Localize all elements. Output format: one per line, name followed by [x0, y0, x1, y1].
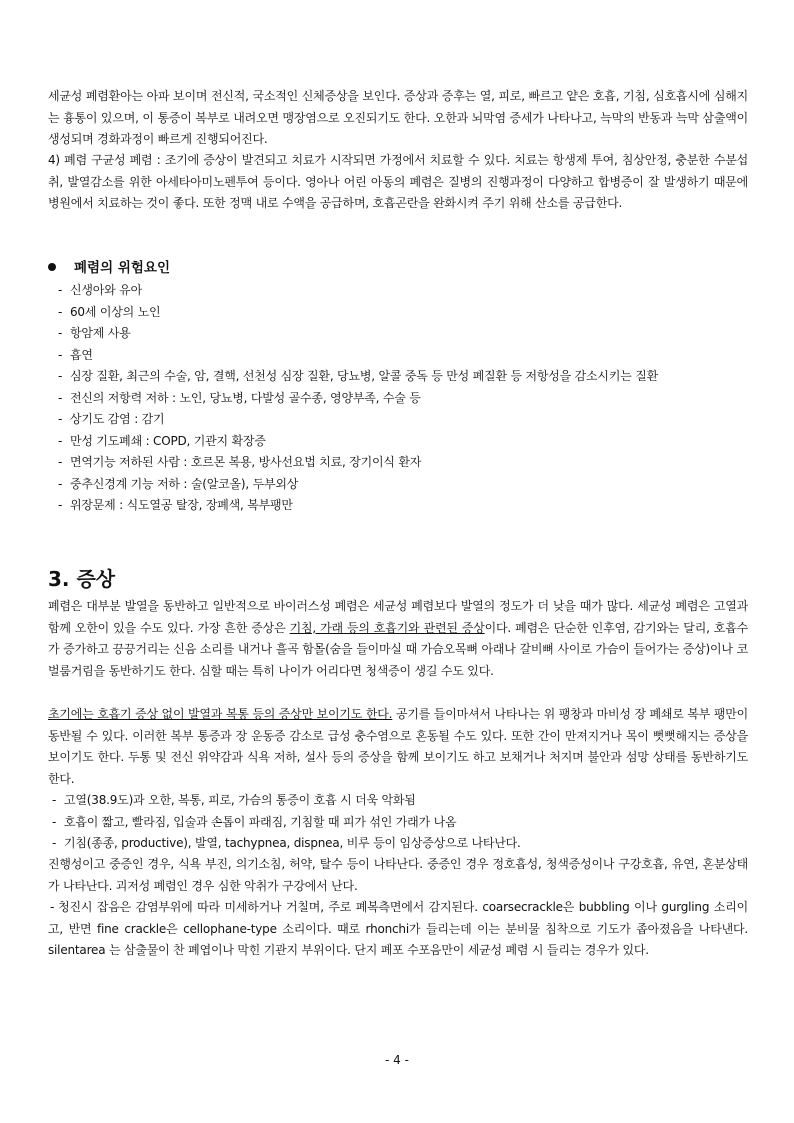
- dash-marker: -: [50, 900, 55, 914]
- risk-factors-heading: [48, 256, 170, 276]
- symptoms-p1-text-b: 이다. 폐렴은 단순한 인후염, 감기와는 달리, 호흡수가 증가하고 끙끙거리는 신음 소리를 내거나 흘곡 함몰(숨을 들이마실 때 가슴오목뼈 아래나 갈비뼈 사이로 가슴이 들어가는 증상)이나 코 벌룸거림을 동반하기도 한다. 심할 때는 특히 나이가 어리다면 청색증이 생길 수도 있다.: [48, 620, 748, 678]
- pneumococcal-pneumonia-paragraph: 4) 폐렴 구균성 폐렴 : 조기에 증상이 발견되고 치료가 시작되면 가정에서 치료할 수 있다. 치료는 항생제 투여, 침상안정, 충분한 수분섭취, 발열감소를 위한 아세타아미노펜투여 등이다. 영아나 어린 아동의 폐렴은 질병의 진행과정이 다양하고 합병증이 잘 발생하기 때문에 병원에서 치료하는 것이 좋다. 또한 정맥 내로 수액을 공급하며, 호흡곤란을 완화시켜 주기 위해 산소를 공급한다.: [48, 153, 748, 210]
- list-item: - 위장문제 : 식도열공 탈장, 장폐색, 복부팽만: [58, 495, 748, 517]
- page-number: - 4 -: [385, 1053, 409, 1067]
- symptoms-heading: 3. 증상: [48, 567, 116, 591]
- list-item: - 상기도 감염 : 감기: [58, 409, 748, 431]
- symptoms-p1-underlined: 기침, 가래 등의 호흡기와 관련된 증상: [289, 620, 485, 635]
- list-item: - 고열(38.9도)과 오한, 복통, 피로, 가슴의 통증이 호흡 시 더욱 악화됨: [50, 790, 748, 812]
- list-item: - 흡연: [58, 345, 748, 367]
- symptoms-p4-text: 청진시 잡음은 감염부위에 따라 미세하거나 거칠며, 주로 폐복측면에서 감지된다. coarsecrackle은 bubbling 이나 gurgling 소리이고, 반면 fine crackle은 cellophane-type 소리이다. 때로 rhonchi가 들리는데 이는 분비물 침착으로 기도가 좁아졌음을 나타낸다. silentarea 는 삼출물이 찬 폐엽이나 막힌 기관지 부위이다. 단지 폐포 수포음만이 세균성 폐렴 시 들리는 경우가 있다.: [48, 900, 748, 957]
- risk-factors-heading-text: 폐렴의 위험요인: [74, 260, 170, 276]
- list-item: - 전신의 저항력 저하 : 노인, 당뇨병, 다발성 골수종, 영양부족, 수술 등: [58, 388, 748, 410]
- symptoms-paragraph-1: [48, 596, 748, 682]
- risk-factors-list: [58, 280, 748, 517]
- list-item: - 신생아와 유아: [58, 280, 748, 302]
- symptoms-paragraph-4: [48, 897, 748, 962]
- list-item: - 항암제 사용: [58, 323, 748, 345]
- list-item: - 호흡이 짧고, 빨라짐, 입술과 손톱이 파래짐, 기침할 때 피가 섞인 가래가 나옴: [50, 812, 748, 834]
- symptoms-paragraph-3: 진행성이고 중증인 경우, 식욕 부진, 의기소침, 허약, 탈수 등이 나타난다. 중증인 경우 정호흡성, 청색증성이나 구강호흡, 유연, 혼분상태가 나타난다. 괴저성 폐렴인 경우 심한 악취가 구강에서 난다.: [48, 857, 748, 893]
- bullet-icon: [48, 263, 56, 271]
- symptoms-p1-text-a: 폐렴은 대부분 발열을 동반하고 일반적으로 바이러스성 폐렴은 세균성 폐렴보다 발열의 정도가 더 낮을 때가 많다. 세균성 폐렴은 고열과 함께 오한이 있을 수도 있다. 가장 흔한 증상은: [48, 599, 749, 635]
- list-item: - 60세 이상의 노인: [58, 302, 748, 324]
- list-item: - 중추신경계 기능 저하 : 술(알코올), 두부외상: [58, 474, 748, 496]
- intro-paragraph: 세균성 폐렴환아는 아파 보이며 전신적, 국소적인 신체증상을 보인다. 증상과 증후는 열, 피로, 빠르고 얕은 호흡, 기침, 심호흡시에 심해지는 흉통이 있으며, 이 통증이 복부로 내려오면 맹장염으로 오진되기도 한다. 오한과 뇌막염 증세가 나타나고, 늑막의 반동과 늑막 삼출액이 생성되며 경화과정이 빠르게 진행되어진다.: [48, 89, 748, 146]
- list-item: - 면역기능 저하된 사람 : 호르몬 복용, 방사선요법 치료, 장기이식 환자: [58, 452, 748, 474]
- symptoms-p2-underlined: 초기에는 호흡기 증상 없이 발열과 복통 등의 증상만 보이기도 한다.: [48, 707, 393, 721]
- symptom-list: [50, 790, 748, 855]
- list-item: - 심장 질환, 최근의 수술, 암, 결핵, 선천성 심장 질환, 당뇨병, 알콜 중독 등 만성 폐질환 등 저항성을 감소시키는 질환: [58, 366, 748, 388]
- symptoms-p2-text: 공기를 들이마셔서 나타나는 위 팽창과 마비성 장 폐쇄로 복부 팽만이 동반될 수 있다. 이러한 복부 통증과 장 운동증 감소로 급성 충수염으로 혼동될 수도 있다. 또한 간이 만져지거나 목이 뻣뻣해지는 증상을 보이기도 한다. 두통 및 전신 위약감과 식욕 저하, 설사 등의 증상을 함께 보이기도 하고 보채거나 처지며 불안과 섬망 상태를 동반하기도 한다.: [48, 707, 749, 786]
- symptoms-paragraph-2: [48, 704, 748, 790]
- list-item: - 만성 기도폐쇄 : COPD, 기관지 확장증: [58, 431, 748, 453]
- list-item: - 기침(종종, productive), 발열, tachypnea, dispnea, 비루 등이 임상증상으로 나타난다.: [50, 833, 748, 855]
